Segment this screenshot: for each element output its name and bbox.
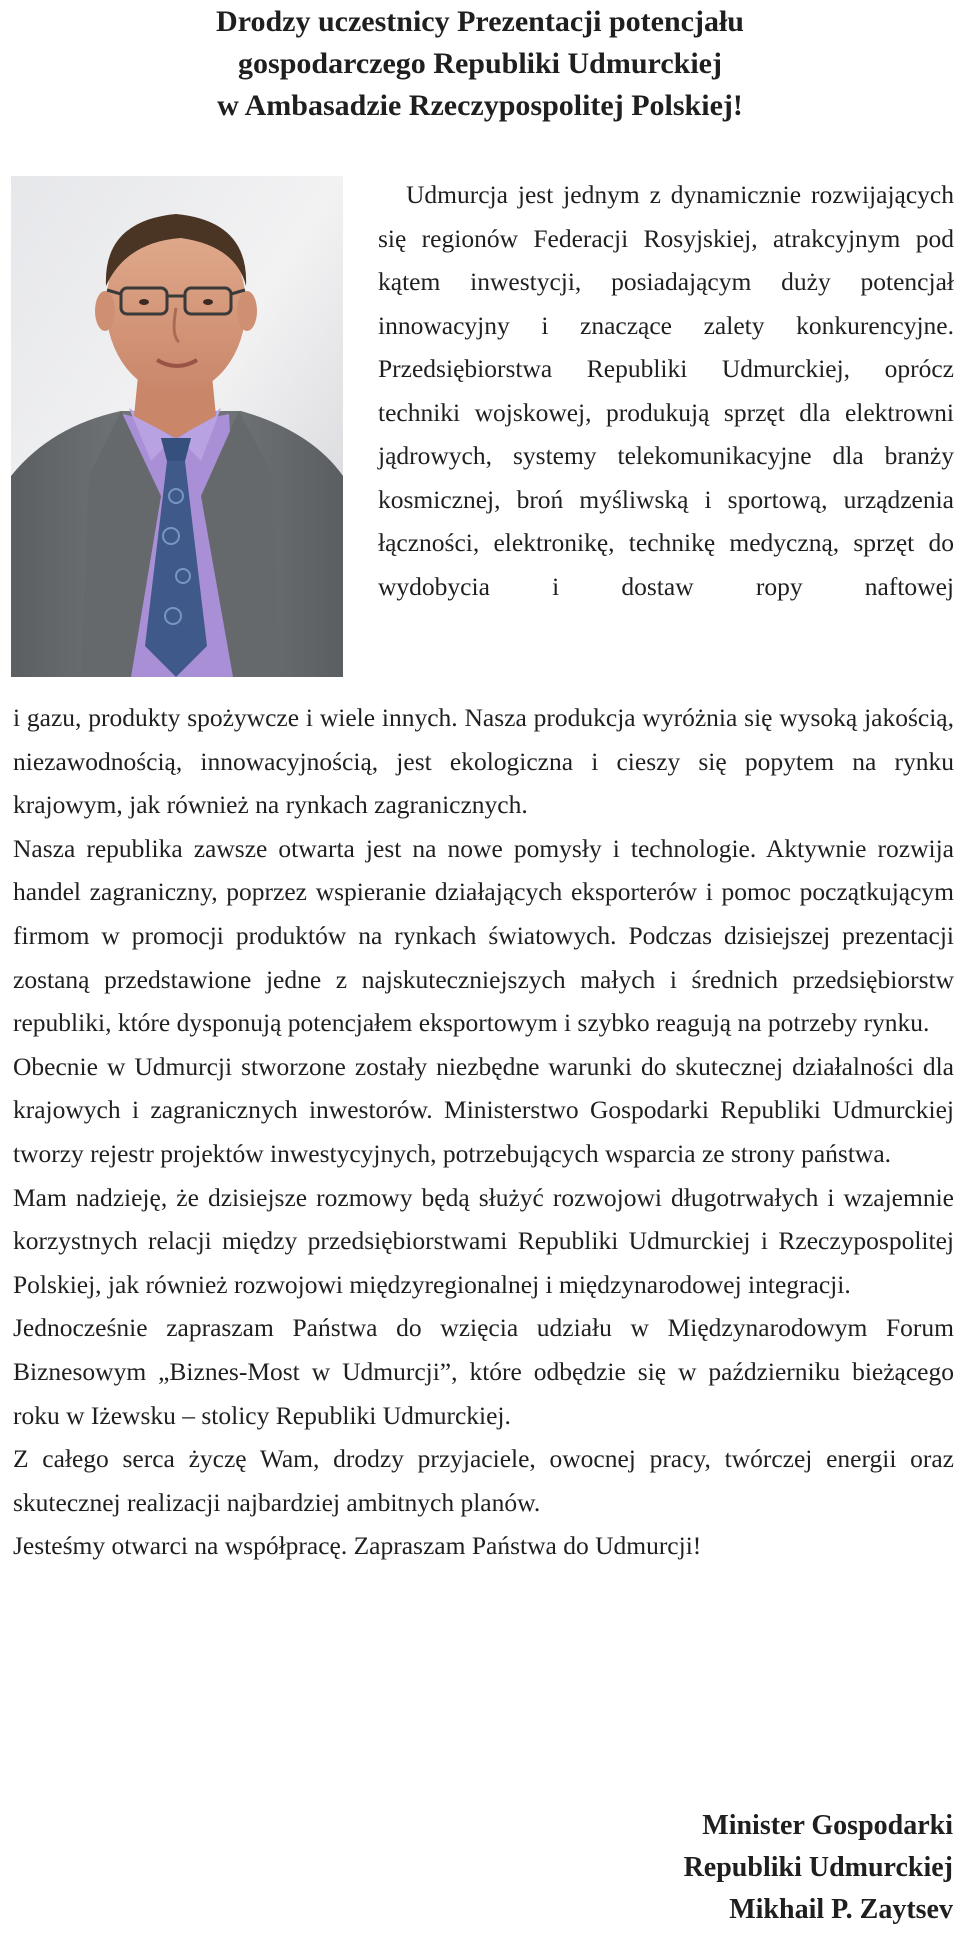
intro-paragraph-2: Przedsiębiorstwa Republiki Udmurckiej, oprócz techniki wojskowej, produkują sprzęt dla elektrowni jądrowych, systemy telekomunikacyjne dla branży kosmicznej, broń myśliwską i sportową, urządzenia łączności, elektronikę, technikę medyczną, sprzęt do wydobycia i dostaw ropy naftowej — [378, 354, 954, 601]
signature-block — [684, 1805, 953, 1931]
intro-paragraph-1: Udmurcja jest jednym z dynamicznie rozwijających się regionów Federacji Rosyjskiej, atrakcyjnym pod kątem inwestycji, posiadającym duży potencjał innowacyjny i znaczące zalety konkurencyjne. — [378, 180, 954, 340]
letter-body — [13, 696, 954, 1568]
portrait-illustration — [11, 176, 343, 677]
signature-organization: Republiki Udmurckiej — [683, 1852, 953, 1883]
body-paragraph-3: Obecnie w Udmurcji stworzone zostały niezbędne warunki do skutecznej działalności dla krajowych i zagranicznych inwestorów. Ministerstwo Gospodarki Republiki Udmurckiej tworzy rejestr projektów inwestycyjnych, potrzebujących wsparcia ze strony państwa. — [13, 1051, 954, 1168]
body-paragraph-4: Mam nadzieję, że dzisiejsze rozmowy będą służyć rozwojowi długotrwałych i wzajemnie korzystnych relacji między przedsiębiorstwami Republiki Udmurckiej i Rzeczypospolitej Polskiej, jak również rozwojowi międzyregionalnej i międzynarodowej integracji. — [13, 1182, 954, 1299]
body-paragraph-2: Nasza republika zawsze otwarta jest na nowe pomysły i technologie. Aktywnie rozwija handel zagraniczny, poprzez wspieranie działających eksporterów i pomoc początkującym firmom w promocji produktów na rynkach światowych. Podczas dzisiejszej prezentacji zostaną przedstawione jedne z najskuteczniejszych małych i średnich przedsiębiorstw republiki, które dysponują potencjałem eksportowym i szybko reagują na potrzeby rynku. — [13, 833, 954, 1038]
heading-line-3: w Ambasadzie Rzeczypospolitej Polskiej! — [217, 89, 743, 122]
body-paragraph-7: Jesteśmy otwarci na współpracę. Zapraszam Państwa do Udmurcji! — [13, 1531, 702, 1561]
heading-line-1: Drodzy uczestnicy Prezentacji potencjału — [216, 5, 744, 38]
intro-text-column — [378, 173, 954, 608]
body-paragraph-5: Jednocześnie zapraszam Państwa do wzięcia udziału w Międzynarodowym Forum Biznesowym „Biznes-Most w Udmurcji”, które odbędzie się w październiku bieżącego roku w Iżewsku – stolicy Republiki Udmurckiej. — [13, 1313, 954, 1430]
minister-portrait-photo — [11, 176, 343, 677]
body-paragraph-6: Z całego serca życzę Wam, drodzy przyjaciele, owocnej pracy, twórczej energii oraz skutecznej realizacji najbardziej ambitnych planów. — [13, 1444, 954, 1517]
body-paragraph-1: i gazu, produkty spożywcze i wiele innych. Nasza produkcja wyróżnia się wysoką jakością, niezawodnością, innowacyjnością, jest ekologiczna i cieszy się popytem na rynku krajowym, jak również na rynkach zagranicznych. — [13, 703, 954, 820]
signature-title: Minister Gospodarki — [702, 1810, 953, 1841]
letter-heading — [0, 0, 960, 127]
heading-line-2: gospodarczego Republiki Udmurckiej — [238, 47, 722, 80]
signature-name: Mikhail P. Zaytsev — [729, 1894, 953, 1925]
